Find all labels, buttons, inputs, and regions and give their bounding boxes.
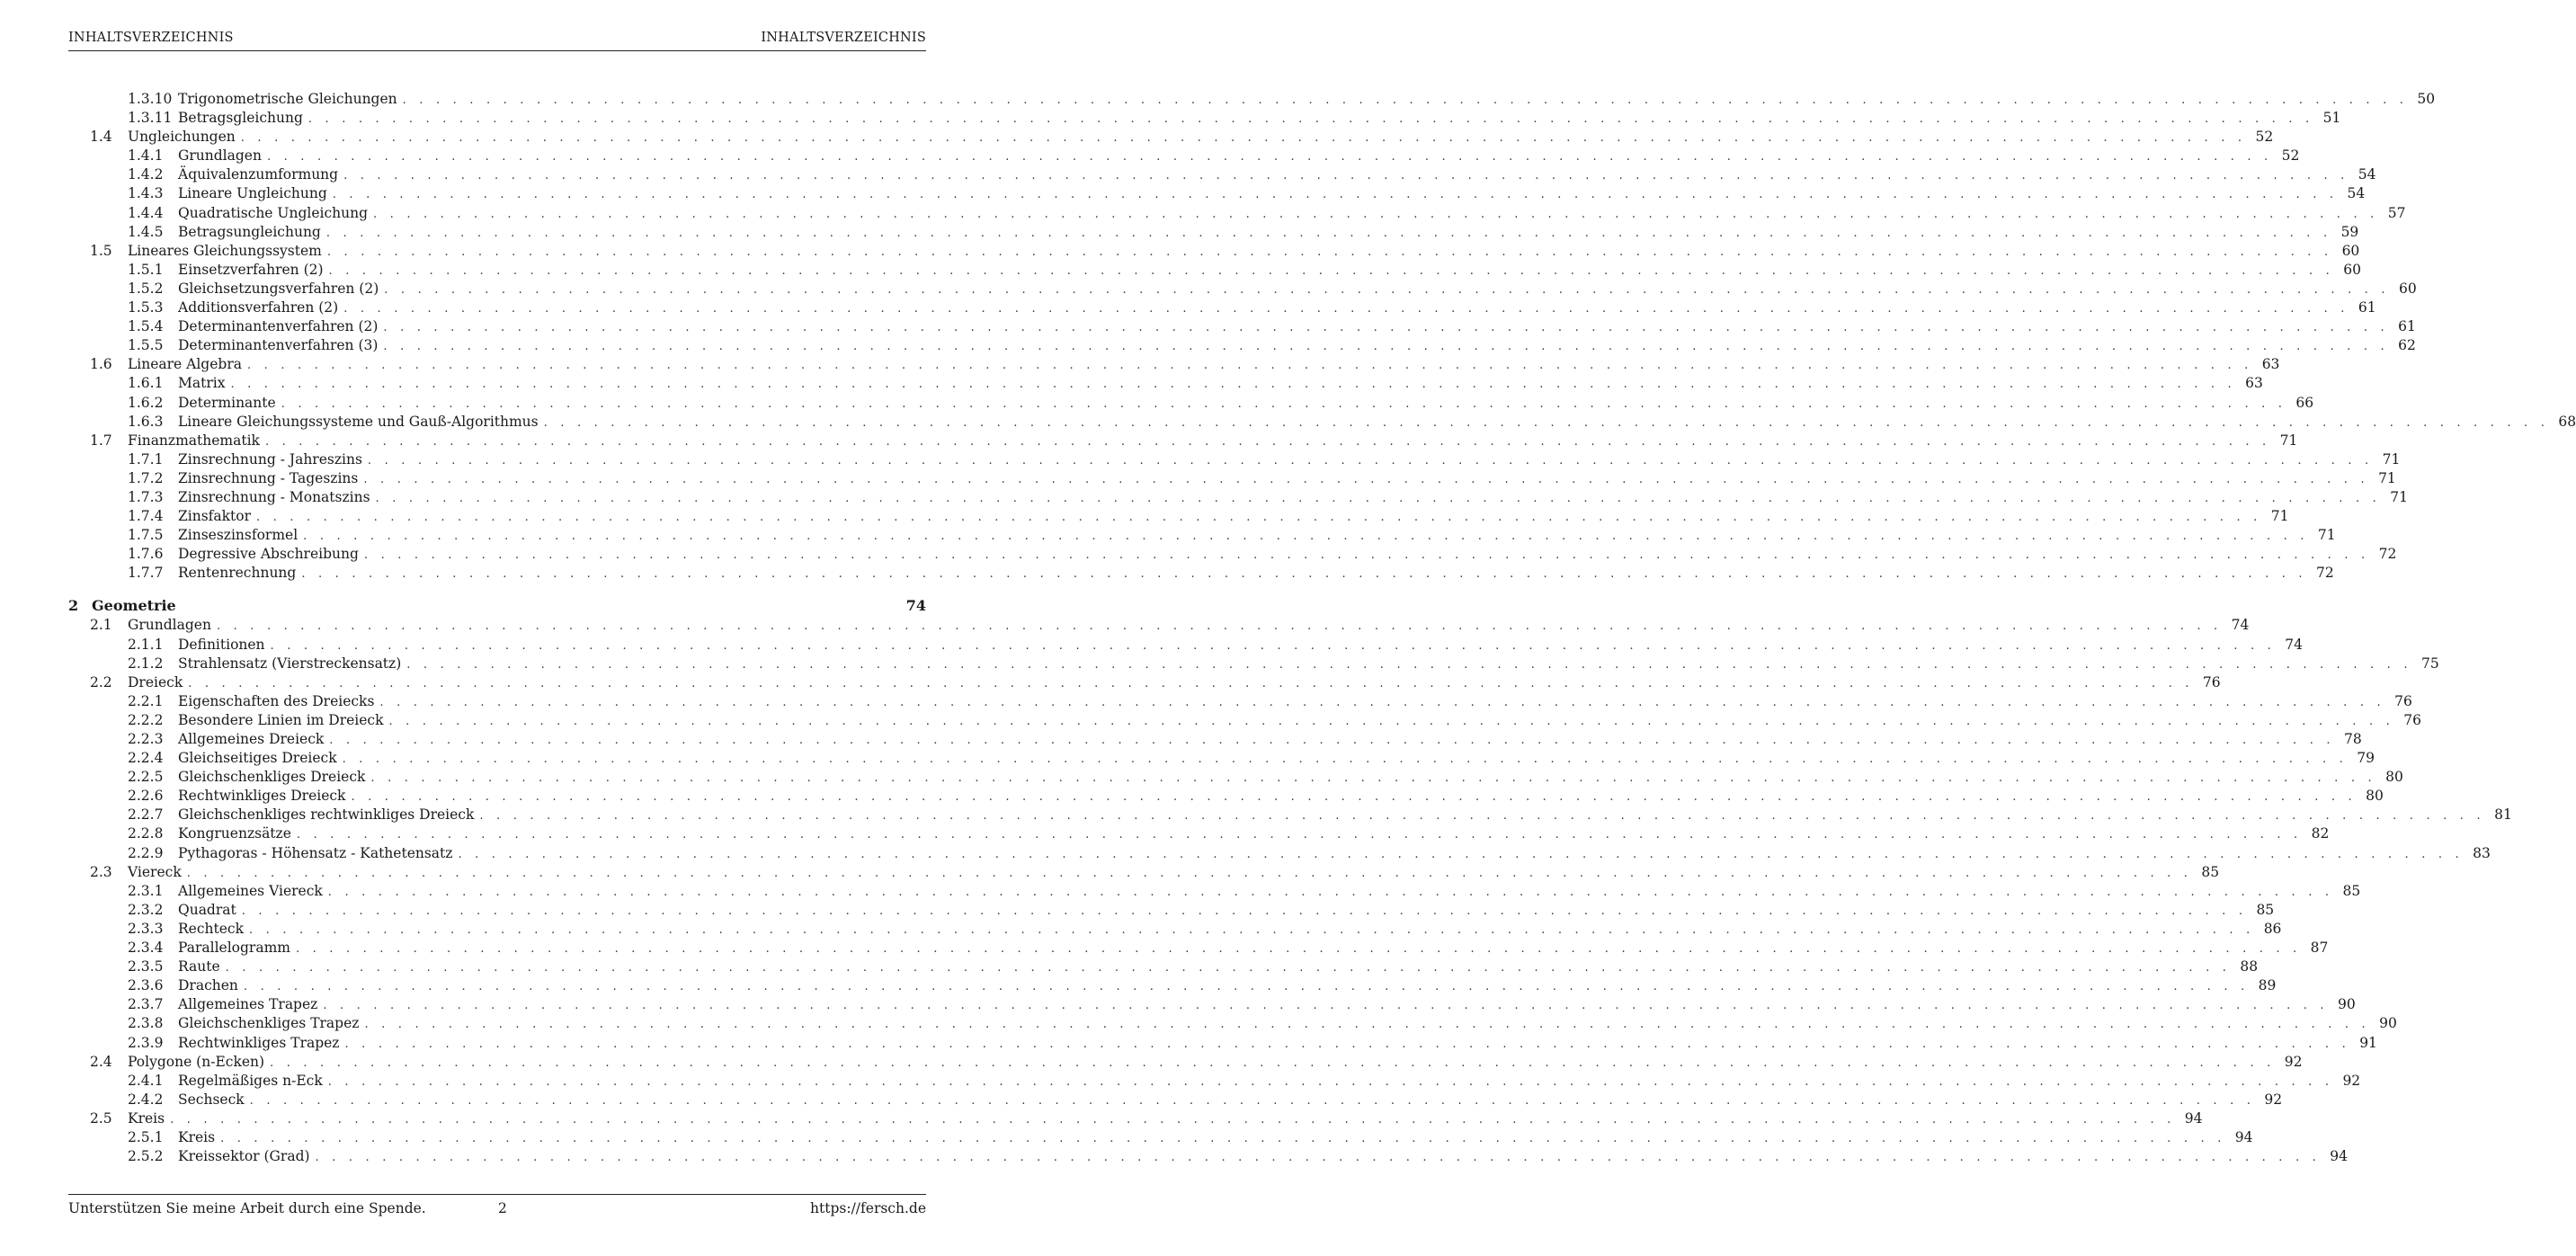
toc-entry-title: Allgemeines Dreieck xyxy=(178,731,325,747)
toc-entry-title: Ungleichungen xyxy=(128,129,236,146)
toc-entry-page: 60 xyxy=(2341,242,2360,259)
toc-entry-number: 1.4.3 xyxy=(128,185,164,202)
toc-entry[interactable] xyxy=(68,223,2359,243)
toc-entry-title: Rechtwinkliges Trapez xyxy=(178,1034,340,1051)
toc-entry-number: 1.7.7 xyxy=(128,565,164,582)
toc-entry-page: 68 xyxy=(2558,413,2576,430)
dot-leader: . . . . . . . . . . . . . . . . . . . . . . . . . . . . . . . . . . . . . . . . . . . . . . . . . . . . . . . . . . . . . . . . . . . . . . . . . . . . . . . . . . . . . . . . . . . . . . . . . . . . . . . . . . . . . . . . . . . . . . . . xyxy=(343,302,2349,316)
toc-entry-page: 50 xyxy=(2417,91,2436,107)
toc-entry-title: Lineares Gleichungssystem xyxy=(128,242,322,259)
toc-entry[interactable] xyxy=(68,356,2280,375)
header-right: INHALTSVERZEICHNIS xyxy=(761,31,926,45)
dot-leader: . . . . . . . . . . . . . . . . . . . . . . . . . . . . . . . . . . . . . . . . . . . . . . . . . . . . . . . . . . . . . . . . . . . . . . . . . . . . . . . . . . . . . . . . . . . . . . . . . . . . . . . . . . . . . . . . . . . . . . . . xyxy=(295,942,2302,957)
dot-leader: . . . . . . . . . . . . . . . . . . . . . . . . . . . . . . . . . . . . . . . . . . . . . . . . . . . . . . . . . . . . . . . . . . . . . . . . . . . . . . . . . . . . . . . . . . . . . . . . . . . . . . . . . . . . . . . . . . . . . . . . xyxy=(543,415,2550,430)
dot-leader: . . . . . . . . . . . . . . . . . . . . . . . . . . . . . . . . . . . . . . . . . . . . . . . . . . . . . . . . . . . . . . . . . . . . . . . . . . . . . . . . . . . . . . . . . . . . . . . . . . . . . . . . . . . . . . . . . . . . . . . . xyxy=(328,263,2334,278)
toc-entry-number: 2.5.2 xyxy=(128,1148,164,1165)
toc-entry-title: Determinante xyxy=(178,394,276,411)
toc-entry[interactable] xyxy=(68,147,2300,166)
dot-leader: . . . . . . . . . . . . . . . . . . . . . . . . . . . . . . . . . . . . . . . . . . . . . . . . . . . . . . . . . . . . . . . . . . . . . . . . . . . . . . . . . . . . . . . . . . . . . . . . . . . . . . . . . . . . . . . . . . . . . . . . xyxy=(363,472,2369,486)
dot-leader: . . . . . . . . . . . . . . . . . . . . . . . . . . . . . . . . . . . . . . . . . . . . . . . . . . . . . . . . . . . . . . . . . . . . . . . . . . . . . . . . . . . . . . . . . . . . . . . . . . . . . . . . . . . . . . . . . . . . . . . . xyxy=(243,980,2250,994)
toc-entry-page: 92 xyxy=(2264,1091,2283,1108)
toc-entry-number: 1.6.2 xyxy=(128,394,164,411)
toc-entry-number: 1.5 xyxy=(90,242,112,259)
table-of-contents xyxy=(68,91,2576,1167)
toc-entry[interactable] xyxy=(68,204,2406,224)
toc-entry[interactable] xyxy=(68,788,2384,806)
footer-donation-text: Unterstützen Sie meine Arbeit durch eine Spende. xyxy=(68,1200,426,1216)
toc-entry-title: Betragsungleichung xyxy=(178,223,321,240)
toc-entry-page: 59 xyxy=(2340,223,2359,240)
toc-entry-page: 75 xyxy=(2420,655,2439,672)
toc-entry-page: 82 xyxy=(2311,825,2330,842)
toc-entry[interactable] xyxy=(68,337,2416,356)
toc-entry-number: 2.2 xyxy=(90,673,112,690)
toc-entry[interactable] xyxy=(68,958,2259,977)
toc-entry[interactable] xyxy=(68,432,2298,451)
toc-entry-number: 2.4.1 xyxy=(128,1072,164,1089)
toc-entry-number: 2.1 xyxy=(90,617,112,634)
dot-leader: . . . . . . . . . . . . . . . . . . . . . . . . . . . . . . . . . . . . . . . . . . . . . . . . . . . . . . . . . . . . . . . . . . . . . . . . . . . . . . . . . . . . . . . . . . . . . . . . . . . . . . . . . . . . . . . . . . . . . . . . xyxy=(230,378,2236,392)
toc-entry-page: 89 xyxy=(2258,977,2277,994)
toc-entry-page: 72 xyxy=(2316,565,2334,582)
dot-leader: . . . . . . . . . . . . . . . . . . . . . . . . . . . . . . . . . . . . . . . . . . . . . . . . . . . . . . . . . . . . . . . . . . . . . . . . . . . . . . . . . . . . . . . . . . . . . . . . . . . . . . . . . . . . . . . . . . . . . . . . xyxy=(264,434,2271,449)
toc-entry-number: 1.7.2 xyxy=(128,469,164,486)
toc-entry[interactable] xyxy=(68,940,2329,958)
toc-entry-page: 60 xyxy=(2398,280,2417,297)
toc-entry[interactable] xyxy=(68,280,2417,299)
dot-leader: . . . . . . . . . . . . . . . . . . . . . . . . . . . . . . . . . . . . . . . . . . . . . . . . . . . . . . . . . . . . . . . . . . . . . . . . . . . . . . . . . . . . . . . . . . . . . . . . . . . . . . . . . . . . . . . . . . . . . . . . xyxy=(370,771,2376,786)
toc-entry-number: 2.3.1 xyxy=(128,882,164,899)
toc-entry-number: 2.4 xyxy=(90,1053,112,1070)
toc-entry-number: 2 xyxy=(68,597,79,615)
dot-leader: . . . . . . . . . . . . . . . . . . . . . . . . . . . . . . . . . . . . . . . . . . . . . . . . . . . . . . . . . . . . . . . . . . . . . . . . . . . . . . . . . . . . . . . . . . . . . . . . . . . . . . . . . . . . . . . . . . . . . . . . xyxy=(220,1131,2226,1145)
toc-entry-title: Zinsrechnung - Jahreszins xyxy=(178,450,362,468)
dot-leader: . . . . . . . . . . . . . . . . . . . . . . . . . . . . . . . . . . . . . . . . . . . . . . . . . . . . . . . . . . . . . . . . . . . . . . . . . . . . . . . . . . . . . . . . . . . . . . . . . . . . . . . . . . . . . . . . . . . . . . . . xyxy=(327,885,2334,899)
toc-entry-page: 71 xyxy=(2378,469,2396,486)
toc-entry-number: 2.5.1 xyxy=(128,1128,164,1145)
toc-entry-title: Definitionen xyxy=(178,636,265,653)
toc-entry-page: 90 xyxy=(2379,1015,2397,1032)
toc-entry-title: Geometrie xyxy=(92,597,176,615)
toc-entry[interactable] xyxy=(68,488,2408,508)
toc-entry-title: Grundlagen xyxy=(128,617,211,634)
footer-website-link[interactable]: https://fersch.de xyxy=(810,1200,926,1216)
dot-leader: . . . . . . . . . . . . . . . . . . . . . . . . . . . . . . . . . . . . . . . . . . . . . . . . . . . . . . . . . . . . . . . . . . . . . . . . . . . . . . . . . . . . . . . . . . . . . . . . . . . . . . . . . . . . . . . . . . . . . . . . xyxy=(383,340,2389,354)
toc-entry-title: Determinantenverfahren (3) xyxy=(178,337,379,354)
dot-leader: . . . . . . . . . . . . . . . . . . . . . . . . . . . . . . . . . . . . . . . . . . . . . . . . . . . . . . . . . . . . . . . . . . . . . . . . . . . . . . . . . . . . . . . . . . . . . . . . . . . . . . . . . . . . . . . . . . . . . . . . xyxy=(246,359,2253,373)
toc-entry[interactable] xyxy=(68,655,2439,674)
toc-chapter-entry[interactable] xyxy=(68,597,926,617)
toc-entry-number: 2.3.2 xyxy=(128,901,164,918)
dot-leader: . . . . . . . . . . . . . . . . . . . . . . . . . . . . . . . . . . . . . . . . . . . . . . . . . . . . . . . . . . . . . . . . . . . . . . . . . . . . . . . . . . . . . . . . . . . . . . . . . . . . . . . . . . . . . . . . . . . . . . . . xyxy=(186,866,2193,880)
toc-entry[interactable] xyxy=(68,394,2314,414)
toc-entry[interactable] xyxy=(68,1109,2203,1129)
toc-entry-number: 2.3.6 xyxy=(128,977,164,994)
toc-entry-title: Gleichsetzungsverfahren (2) xyxy=(178,280,379,297)
dot-leader: . . . . . . . . . . . . . . . . . . . . . . . . . . . . . . . . . . . . . . . . . . . . . . . . . . . . . . . . . . . . . . . . . . . . . . . . . . . . . . . . . . . . . . . . . . . . . . . . . . . . . . . . . . . . . . . . . . . . . . . . xyxy=(384,282,2390,297)
dot-leader: . . . . . . . . . . . . . . . . . . . . . . . . . . . . . . . . . . . . . . . . . . . . . . . . . . . . . . . . . . . . . . . . . . . . . . . . . . . . . . . . . . . . . . . . . . . . . . . . . . . . . . . . . . . . . . . . . . . . . . . . xyxy=(256,511,2262,525)
toc-entry-number: 1.5.2 xyxy=(128,280,164,297)
toc-entry-number: 1.5.5 xyxy=(128,337,164,354)
toc-entry[interactable] xyxy=(68,261,2361,281)
dot-leader: . . . . . . . . . . . . . . . . . . . . . . . . . . . . . . . . . . . . . . . . . . . . . . . . . . . . . . . . . . . . . . . . . . . . . . . . . . . . . . . . . . . . . . . . . . . . . . . . . . . . . . . . . . . . . . . . . . . . . . . . xyxy=(308,112,2314,127)
toc-entry[interactable] xyxy=(68,318,2416,337)
toc-entry-page: 94 xyxy=(2234,1128,2253,1145)
toc-entry[interactable] xyxy=(68,692,2412,712)
toc-entry-number: 1.6.1 xyxy=(128,375,164,392)
toc-entry[interactable] xyxy=(68,129,2274,147)
dot-leader: . . . . . . . . . . . . . . . . . . . . . . . . . . . . . . . . . . . . . . . . . . . . . . . . . . . . . . . . . . . . . . . . . . . . . . . . . . . . . . . . . . . . . . . . . . . . . . . . . . . . . . . . . . . . . . . . . . . . . . . . xyxy=(327,1074,2334,1089)
toc-entry-number: 2.2.6 xyxy=(128,788,164,805)
toc-entry-page: 54 xyxy=(2358,166,2376,183)
toc-entry-title: Gleichseitiges Dreieck xyxy=(178,750,337,767)
toc-entry-number: 2.2.9 xyxy=(128,844,164,861)
toc-entry-page: 62 xyxy=(2398,337,2416,354)
toc-entry-page: 71 xyxy=(2317,527,2336,544)
dot-leader: . . . . . . . . . . . . . . . . . . . . . . . . . . . . . . . . . . . . . . . . . . . . . . . . . . . . . . . . . . . . . . . . . . . . . . . . . . . . . . . . . . . . . . . . . . . . . . . . . . . . . . . . . . . . . . . . . . . . . . . . xyxy=(188,676,2194,690)
toc-entry-number: 2.3.4 xyxy=(128,940,164,957)
toc-entry-page: 63 xyxy=(2245,375,2263,392)
toc-entry-number: 1.5.4 xyxy=(128,318,164,335)
toc-entry-page: 79 xyxy=(2357,750,2375,767)
toc-entry-title: Besondere Linien im Dreieck xyxy=(178,711,384,728)
toc-entry-number: 1.4 xyxy=(90,129,112,146)
toc-entry[interactable] xyxy=(68,731,2362,750)
dot-leader: . . . . . . . . . . . . . . . . . . . . . . . . . . . . . . . . . . . . . . . . . . . . . . . . . . . . . . . . . . . . . . . . . . . . . . . . . . . . . . . . . . . . . . . . . . . . . . . . . . . . . . . . . . . . . . . . . . . . . . . . xyxy=(270,1056,2276,1070)
toc-entry-title: Kreis xyxy=(178,1128,216,1145)
toc-entry[interactable] xyxy=(68,450,2401,470)
toc-entry[interactable] xyxy=(68,375,2263,394)
toc-entry-number: 1.7.5 xyxy=(128,527,164,544)
dot-leader: . . . . . . . . . . . . . . . . . . . . . . . . . . . . . . . . . . . . . . . . . . . . . . . . . . . . . . . . . . . . . . . . . . . . . . . . . . . . . . . . . . . . . . . . . . . . . . . . . . . . . . . . . . . . . . . . . . . . . . . . xyxy=(363,548,2370,563)
toc-entry-title: Allgemeines Viereck xyxy=(178,882,323,899)
dot-leader: . . . . . . . . . . . . . . . . . . . . . . . . . . . . . . . . . . . . . . . . . . . . . . . . . . . . . . . . . . . . . . . . . . . . . . . . . . . . . . . . . . . . . . . . . . . . . . . . . . . . . . . . . . . . . . . . . . . . . . . . xyxy=(216,619,2223,634)
header-left: INHALTSVERZEICHNIS xyxy=(68,31,234,45)
toc-entry-title: Raute xyxy=(178,958,220,975)
toc-entry-page: 74 xyxy=(2231,617,2250,634)
dot-leader: . . . . . . . . . . . . . . . . . . . . . . . . . . . . . . . . . . . . . . . . . . . . . . . . . . . . . . . . . . . . . . . . . . . . . . . . . . . . . . . . . . . . . . . . . . . . . . . . . . . . . . . . . . . . . . . . . . . . . . . . xyxy=(351,790,2357,805)
toc-entry[interactable] xyxy=(68,166,2376,185)
dot-leader: . . . . . . . . . . . . . . . . . . . . . . . . . . . . . . . . . . . . . . . . . . . . . . . . . . . . . . . . . . . . . . . . . . . . . . . . . . . . . . . . . . . . . . . . . . . . . . . . . . . . . . . . . . . . . . . . . . . . . . . . xyxy=(170,1112,2176,1127)
toc-entry[interactable] xyxy=(68,110,2341,129)
toc-entry[interactable] xyxy=(68,1128,2253,1148)
toc-entry-title: Zinsrechnung - Monatszins xyxy=(178,488,370,505)
toc-entry-page: 57 xyxy=(2387,204,2406,221)
toc-entry-number: 2.3.7 xyxy=(128,996,164,1013)
toc-entry-page: 74 xyxy=(905,597,926,615)
toc-entry[interactable] xyxy=(68,673,2221,693)
toc-entry[interactable] xyxy=(68,901,2275,921)
toc-entry-page: 94 xyxy=(2184,1109,2203,1127)
toc-entry-number: 1.7.3 xyxy=(128,488,164,505)
dot-leader: . . . . . . . . . . . . . . . . . . . . . . . . . . . . . . . . . . . . . . . . . . . . . . . . . . . . . . . . . . . . . . . . . . . . . . . . . . . . . . . . . . . . . . . . . . . . . . . . . . . . . . . . . . . . . . . . . . . . . . . . xyxy=(373,207,2379,221)
toc-entry[interactable] xyxy=(68,863,2220,883)
toc-entry-page: 85 xyxy=(2256,901,2275,918)
toc-entry[interactable] xyxy=(68,1053,2303,1073)
toc-entry-number: 1.4.4 xyxy=(128,204,164,221)
toc-entry[interactable] xyxy=(68,882,2361,902)
toc-entry-title: Einsetzverfahren (2) xyxy=(178,261,324,278)
toc-entry[interactable] xyxy=(68,299,2376,318)
toc-entry-title: Eigenschaften des Dreiecks xyxy=(178,692,375,709)
toc-entry-page: 91 xyxy=(2359,1034,2377,1051)
toc-entry[interactable] xyxy=(68,1091,2283,1110)
toc-entry-page: 72 xyxy=(2378,546,2397,563)
toc-entry-number: 1.5.3 xyxy=(128,299,164,316)
toc-entry-title: Rechteck xyxy=(178,920,244,937)
dot-leader: . . . . . . . . . . . . . . . . . . . . . . . . . . . . . . . . . . . . . . . . . . . . . . . . . . . . . . . . . . . . . . . . . . . . . . . . . . . . . . . . . . . . . . . . . . . . . . . . . . . . . . . . . . . . . . . . . . . . . . . . xyxy=(406,657,2412,672)
toc-entry[interactable] xyxy=(68,546,2397,565)
toc-entry[interactable] xyxy=(68,617,2250,636)
toc-entry-page: 81 xyxy=(2494,806,2512,824)
toc-entry-number: 2.3.8 xyxy=(128,1015,164,1032)
toc-entry-title: Matrix xyxy=(178,375,226,392)
footer-page-number: 2 xyxy=(498,1200,507,1216)
toc-entry-number: 2.4.2 xyxy=(128,1091,164,1108)
toc-entry-title: Gleichschenkliges Trapez xyxy=(178,1015,360,1032)
toc-entry-title: Quadratische Ungleichung xyxy=(178,204,369,221)
toc-entry[interactable] xyxy=(68,977,2277,996)
toc-entry[interactable] xyxy=(68,527,2336,546)
toc-entry-page: 78 xyxy=(2343,731,2362,747)
toc-entry-title: Gleichschenkliges Dreieck xyxy=(178,769,366,786)
toc-entry[interactable] xyxy=(68,1015,2397,1034)
toc-entry-page: 54 xyxy=(2347,185,2366,202)
dot-leader: . . . . . . . . . . . . . . . . . . . . . . . . . . . . . . . . . . . . . . . . . . . . . . . . . . . . . . . . . . . . . . . . . . . . . . . . . . . . . . . . . . . . . . . . . . . . . . . . . . . . . . . . . . . . . . . . . . . . . . . . xyxy=(388,714,2394,728)
toc-entry-page: 51 xyxy=(2322,110,2341,127)
toc-entry[interactable] xyxy=(68,806,2512,825)
toc-entry[interactable] xyxy=(68,1148,2348,1167)
toc-entry-title: Zinseszinsformel xyxy=(178,527,299,544)
toc-entry-number: 2.2.1 xyxy=(128,692,164,709)
dot-leader: . . . . . . . . . . . . . . . . . . . . . . . . . . . . . . . . . . . . . . . . . . . . . . . . . . . . . . . . . . . . . . . . . . . . . . . . . . . . . . . . . . . . . . . . . . . . . . . . . . . . . . . . . . . . . . . . . . . . . . . . xyxy=(479,809,2485,824)
dot-leader: . . . . . . . . . . . . . . . . . . . . . . . . . . . . . . . . . . . . . . . . . . . . . . . . . . . . . . . . . . . . . . . . . . . . . . . . . . . . . . . . . . . . . . . . . . . . . . . . . . . . . . . . . . . . . . . . . . . . . . . . xyxy=(266,150,2273,165)
toc-entry-title: Sechseck xyxy=(178,1091,245,1108)
toc-entry-title: Pythagoras - Höhensatz - Kathetensatz xyxy=(178,844,453,861)
toc-entry-title: Lineare Ungleichung xyxy=(178,185,327,202)
toc-entry-number: 2.3.3 xyxy=(128,920,164,937)
toc-entry[interactable] xyxy=(68,469,2396,489)
toc-entry-title: Kreis xyxy=(128,1109,165,1127)
toc-entry-title: Strahlensatz (Vierstreckensatz) xyxy=(178,655,402,672)
dot-leader: . . . . . . . . . . . . . . . . . . . . . . . . . . . . . . . . . . . . . . . . . . . . . . . . . . . . . . . . . . . . . . . . . . . . . . . . . . . . . . . . . . . . . . . . . . . . . . . . . . . . . . . . . . . . . . . . . . . . . . . . xyxy=(303,530,2309,544)
toc-entry-number: 1.7.4 xyxy=(128,508,164,525)
toc-entry-page: 90 xyxy=(2338,996,2356,1013)
toc-entry-number: 2.3 xyxy=(90,863,112,880)
toc-entry-number: 1.7.1 xyxy=(128,450,164,468)
dot-leader: . . . . . . . . . . . . . . . . . . . . . . . . . . . . . . . . . . . . . . . . . . . . . . . . . . . . . . . . . . . . . . . . . . . . . . . . . . . . . . . . . . . . . . . . . . . . . . . . . . . . . . . . . . . . . . . . . . . . . . . . xyxy=(296,828,2303,842)
toc-entry-number: 2.1.2 xyxy=(128,655,164,672)
dot-leader: . . . . . . . . . . . . . . . . . . . . . . . . . . . . . . . . . . . . . . . . . . . . . . . . . . . . . . . . . . . . . . . . . . . . . . . . . . . . . . . . . . . . . . . . . . . . . . . . . . . . . . . . . . . . . . . . . . . . . . . . xyxy=(301,567,2307,582)
dot-leader: . . . . . . . . . . . . . . . . . . . . . . . . . . . . . . . . . . . . . . . . . . . . . . . . . . . . . . . . . . . . . . . . . . . . . . . . . . . . . . . . . . . . . . . . . . . . . . . . . . . . . . . . . . . . . . . . . . . . . . . . xyxy=(375,491,2381,505)
toc-entry-page: 94 xyxy=(2330,1148,2348,1165)
dot-leader: . . . . . . . . . . . . . . . . . . . . . . . . . . . . . . . . . . . . . . . . . . . . . . . . . . . . . . . . . . . . . . . . . . . . . . . . . . . . . . . . . . . . . . . . . . . . . . . . . . . . . . . . . . . . . . . . . . . . . . . . xyxy=(383,321,2389,335)
toc-entry-title: Drachen xyxy=(178,977,238,994)
toc-entry-page: 80 xyxy=(2385,769,2403,786)
dot-leader: . . . . . . . . . . . . . . . . . . . . . . . . . . . . . . . . . . . . . . . . . . . . . . . . . . . . . . . . . . . . . . . . . . . . . . . . . . . . . . . . . . . . . . . . . . . . . . . . . . . . . . . . . . . . . . . . . . . . . . . . xyxy=(281,396,2287,411)
toc-entry-page: 76 xyxy=(2202,673,2221,690)
toc-entry-page: 71 xyxy=(2390,488,2408,505)
toc-entry[interactable] xyxy=(68,996,2356,1015)
toc-entry-title: Parallelogramm xyxy=(178,940,290,957)
toc-entry-number: 2.3.9 xyxy=(128,1034,164,1051)
toc-entry-number: 2.2.2 xyxy=(128,711,164,728)
toc-entry-title: Additionsverfahren (2) xyxy=(178,299,339,316)
toc-entry-number: 1.3.11 xyxy=(128,110,173,127)
toc-entry-number: 2.2.4 xyxy=(128,750,164,767)
toc-entry[interactable] xyxy=(68,91,2436,110)
toc-entry[interactable] xyxy=(68,769,2403,788)
toc-entry-title: Lineare Gleichungssysteme und Gauß-Algorithmus xyxy=(178,413,539,430)
page-header xyxy=(68,31,926,51)
toc-entry-number: 2.2.3 xyxy=(128,731,164,747)
dot-leader: . . . . . . . . . . . . . . . . . . . . . . . . . . . . . . . . . . . . . . . . . . . . . . . . . . . . . . . . . . . . . . . . . . . . . . . . . . . . . . . . . . . . . . . . . . . . . . . . . . . . . . . . . . . . . . . . . . . . . . . . xyxy=(240,131,2247,146)
toc-entry[interactable] xyxy=(68,844,2491,864)
toc-entry-title: Polygone (n-Ecken) xyxy=(128,1053,265,1070)
dot-leader: . . . . . . . . . . . . . . . . . . . . . . . . . . . . . . . . . . . . . . . . . . . . . . . . . . . . . . . . . . . . . . . . . . . . . . . . . . . . . . . . . . . . . . . . . . . . . . . . . . . . . . . . . . . . . . . . . . . . . . . . xyxy=(249,1093,2256,1108)
toc-entry[interactable] xyxy=(68,636,2303,655)
toc-entry-number: 2.1.1 xyxy=(128,636,164,653)
toc-entry-page: 86 xyxy=(2263,920,2282,937)
dot-leader: . . . . . . . . . . . . . . . . . . . . . . . . . . . . . . . . . . . . . . . . . . . . . . . . . . . . . . . . . . . . . . . . . . . . . . . . . . . . . . . . . . . . . . . . . . . . . . . . . . . . . . . . . . . . . . . . . . . . . . . . xyxy=(379,695,2385,709)
toc-entry-number: 1.4.1 xyxy=(128,147,164,165)
toc-entry-number: 2.2.8 xyxy=(128,825,164,842)
toc-entry[interactable] xyxy=(68,920,2282,940)
toc-entry-title: Viereck xyxy=(128,863,182,880)
toc-entry-title: Äquivalenzumformung xyxy=(178,166,339,183)
toc-entry[interactable] xyxy=(68,1072,2361,1091)
toc-entry-page: 85 xyxy=(2201,863,2220,880)
toc-entry-page: 87 xyxy=(2310,940,2329,957)
toc-entry-title: Rentenrechnung xyxy=(178,565,297,582)
toc-entry-title: Degressive Abschreibung xyxy=(178,546,359,563)
dot-leader: . . . . . . . . . . . . . . . . . . . . . . . . . . . . . . . . . . . . . . . . . . . . . . . . . . . . . . . . . . . . . . . . . . . . . . . . . . . . . . . . . . . . . . . . . . . . . . . . . . . . . . . . . . . . . . . . . . . . . . . . xyxy=(329,734,2335,747)
toc-entry-number: 1.4.2 xyxy=(128,166,164,183)
dot-leader: . . . . . . . . . . . . . . . . . . . . . . . . . . . . . . . . . . . . . . . . . . . . . . . . . . . . . . . . . . . . . . . . . . . . . . . . . . . . . . . . . . . . . . . . . . . . . . . . . . . . . . . . . . . . . . . . . . . . . . . . xyxy=(225,961,2232,975)
toc-entry-number: 2.2.7 xyxy=(128,806,164,824)
toc-entry-number: 1.6.3 xyxy=(128,413,164,430)
toc-entry[interactable] xyxy=(68,1034,2377,1054)
toc-entry-page: 76 xyxy=(2403,711,2421,728)
dot-leader: . . . . . . . . . . . . . . . . . . . . . . . . . . . . . . . . . . . . . . . . . . . . . . . . . . . . . . . . . . . . . . . . . . . . . . . . . . . . . . . . . . . . . . . . . . . . . . . . . . . . . . . . . . . . . . . . . . . . . . . . xyxy=(402,94,2409,107)
toc-entry-title: Kongruenzsätze xyxy=(178,825,291,842)
toc-entry-title: Betragsgleichung xyxy=(178,110,303,127)
toc-entry[interactable] xyxy=(68,565,2334,583)
dot-leader: . . . . . . . . . . . . . . . . . . . . . . . . . . . . . . . . . . . . . . . . . . . . . . . . . . . . . . . . . . . . . . . . . . . . . . . . . . . . . . . . . . . . . . . . . . . . . . . . . . . . . . . . . . . . . . . . . . . . . . . . xyxy=(325,226,2332,240)
toc-entry-page: 61 xyxy=(2358,299,2376,316)
toc-entry-title: Lineare Algebra xyxy=(128,356,242,373)
toc-entry[interactable] xyxy=(68,750,2375,769)
toc-entry-page: 92 xyxy=(2342,1072,2361,1089)
dot-leader: . . . . . . . . . . . . . . . . . . . . . . . . . . . . . . . . . . . . . . . . . . . . . . . . . . . . . . . . . . . . . . . . . . . . . . . . . . . . . . . . . . . . . . . . . . . . . . . . . . . . . . . . . . . . . . . . . . . . . . . . xyxy=(323,999,2329,1013)
toc-entry-page: 88 xyxy=(2240,958,2259,975)
dot-leader: . . . . . . . . . . . . . . . . . . . . . . . . . . . . . . . . . . . . . . . . . . . . . . . . . . . . . . . . . . . . . . . . . . . . . . . . . . . . . . . . . . . . . . . . . . . . . . . . . . . . . . . . . . . . . . . . . . . . . . . . xyxy=(315,1151,2321,1165)
toc-entry-title: Zinsrechnung - Tageszins xyxy=(178,469,359,486)
toc-entry[interactable] xyxy=(68,508,2289,527)
page-footer xyxy=(68,1194,926,1216)
dot-leader: . . . . . . . . . . . . . . . . . . . . . . . . . . . . . . . . . . . . . . . . . . . . . . . . . . . . . . . . . . . . . . . . . . . . . . . . . . . . . . . . . . . . . . . . . . . . . . . . . . . . . . . . . . . . . . . . . . . . . . . . xyxy=(326,245,2333,259)
toc-entry-page: 85 xyxy=(2342,882,2361,899)
toc-entry-number: 2.2.5 xyxy=(128,769,164,786)
toc-entry-number: 1.7 xyxy=(90,432,112,449)
toc-entry-title: Zinsfaktor xyxy=(178,508,252,525)
toc-entry-title: Finanzmathematik xyxy=(128,432,260,449)
toc-entry-page: 71 xyxy=(2279,432,2298,449)
toc-entry-page: 80 xyxy=(2366,788,2384,805)
toc-entry[interactable] xyxy=(68,825,2330,844)
toc-entry-title: Allgemeines Trapez xyxy=(178,996,318,1013)
toc-entry[interactable] xyxy=(68,413,2576,432)
toc-entry-page: 71 xyxy=(2382,450,2401,468)
dot-leader: . . . . . . . . . . . . . . . . . . . . . . . . . . . . . . . . . . . . . . . . . . . . . . . . . . . . . . . . . . . . . . . . . . . . . . . . . . . . . . . . . . . . . . . . . . . . . . . . . . . . . . . . . . . . . . . . . . . . . . . . xyxy=(332,188,2339,202)
toc-entry-number: 1.5.1 xyxy=(128,261,164,278)
toc-entry-page: 61 xyxy=(2398,318,2416,335)
toc-entry-title: Grundlagen xyxy=(178,147,262,165)
dot-leader: . . . . . . . . . . . . . . . . . . . . . . . . . . . . . . . . . . . . . . . . . . . . . . . . . . . . . . . . . . . . . . . . . . . . . . . . . . . . . . . . . . . . . . . . . . . . . . . . . . . . . . . . . . . . . . . . . . . . . . . . xyxy=(241,904,2248,918)
toc-entry-page: 52 xyxy=(2255,129,2274,146)
toc-entry-page: 92 xyxy=(2284,1053,2303,1070)
toc-entry-title: Determinantenverfahren (2) xyxy=(178,318,379,335)
toc-entry[interactable] xyxy=(68,185,2366,204)
dot-leader: . . . . . . . . . . . . . . . . . . . . . . . . . . . . . . . . . . . . . . . . . . . . . . . . . . . . . . . . . . . . . . . . . . . . . . . . . . . . . . . . . . . . . . . . . . . . . . . . . . . . . . . . . . . . . . . . . . . . . . . . xyxy=(342,753,2349,767)
toc-entry-page: 66 xyxy=(2295,394,2314,411)
toc-entry-page: 74 xyxy=(2285,636,2303,653)
toc-entry-title: Gleichschenkliges rechtwinkliges Dreieck xyxy=(178,806,475,824)
dot-leader: . . . . . . . . . . . . . . . . . . . . . . . . . . . . . . . . . . . . . . . . . . . . . . . . . . . . . . . . . . . . . . . . . . . . . . . . . . . . . . . . . . . . . . . . . . . . . . . . . . . . . . . . . . . . . . . . . . . . . . . . xyxy=(458,847,2464,861)
dot-leader: . . . . . . . . . . . . . . . . . . . . . . . . . . . . . . . . . . . . . . . . . . . . . . . . . . . . . . . . . . . . . . . . . . . . . . . . . . . . . . . . . . . . . . . . . . . . . . . . . . . . . . . . . . . . . . . . . . . . . . . . xyxy=(367,453,2374,468)
toc-entry-page: 76 xyxy=(2394,692,2412,709)
toc-entry-number: 1.4.5 xyxy=(128,223,164,240)
dot-leader: . . . . . . . . . . . . . . . . . . . . . . . . . . . . . . . . . . . . . . . . . . . . . . . . . . . . . . . . . . . . . . . . . . . . . . . . . . . . . . . . . . . . . . . . . . . . . . . . . . . . . . . . . . . . . . . . . . . . . . . . xyxy=(344,1037,2350,1051)
toc-entry-title: Regelmäßiges n-Eck xyxy=(178,1072,323,1089)
toc-entry-title: Trigonometrische Gleichungen xyxy=(178,91,397,107)
toc-entry-title: Quadrat xyxy=(178,901,236,918)
toc-entry[interactable] xyxy=(68,242,2360,262)
dot-leader: . . . . . . . . . . . . . . . . . . . . . . . . . . . . . . . . . . . . . . . . . . . . . . . . . . . . . . . . . . . . . . . . . . . . . . . . . . . . . . . . . . . . . . . . . . . . . . . . . . . . . . . . . . . . . . . . . . . . . . . . xyxy=(343,169,2349,183)
toc-entry-number: 2.5 xyxy=(90,1109,112,1127)
dot-leader: . . . . . . . . . . . . . . . . . . . . . . . . . . . . . . . . . . . . . . . . . . . . . . . . . . . . . . . . . . . . . . . . . . . . . . . . . . . . . . . . . . . . . . . . . . . . . . . . . . . . . . . . . . . . . . . . . . . . . . . . xyxy=(248,922,2255,937)
toc-entry-page: 63 xyxy=(2261,356,2280,373)
toc-entry-number: 1.6 xyxy=(90,356,112,373)
toc-entry-title: Dreieck xyxy=(128,673,183,690)
toc-entry-page: 71 xyxy=(2270,508,2289,525)
toc-entry-page: 52 xyxy=(2281,147,2300,165)
toc-entry-page: 60 xyxy=(2343,261,2361,278)
toc-entry-title: Kreissektor (Grad) xyxy=(178,1148,310,1165)
dot-leader: . . . . . . . . . . . . . . . . . . . . . . . . . . . . . . . . . . . . . . . . . . . . . . . . . . . . . . . . . . . . . . . . . . . . . . . . . . . . . . . . . . . . . . . . . . . . . . . . . . . . . . . . . . . . . . . . . . . . . . . . xyxy=(270,638,2276,653)
toc-entry-title: Rechtwinkliges Dreieck xyxy=(178,788,346,805)
toc-entry-number: 2.3.5 xyxy=(128,958,164,975)
dot-leader: . . . . . . . . . . . . . . . . . . . . . . . . . . . . . . . . . . . . . . . . . . . . . . . . . . . . . . . . . . . . . . . . . . . . . . . . . . . . . . . . . . . . . . . . . . . . . . . . . . . . . . . . . . . . . . . . . . . . . . . . xyxy=(364,1018,2370,1032)
toc-entry-number: 1.7.6 xyxy=(128,546,164,563)
toc-entry-number: 1.3.10 xyxy=(128,91,173,107)
toc-entry-page: 83 xyxy=(2473,844,2491,861)
toc-entry[interactable] xyxy=(68,711,2421,731)
